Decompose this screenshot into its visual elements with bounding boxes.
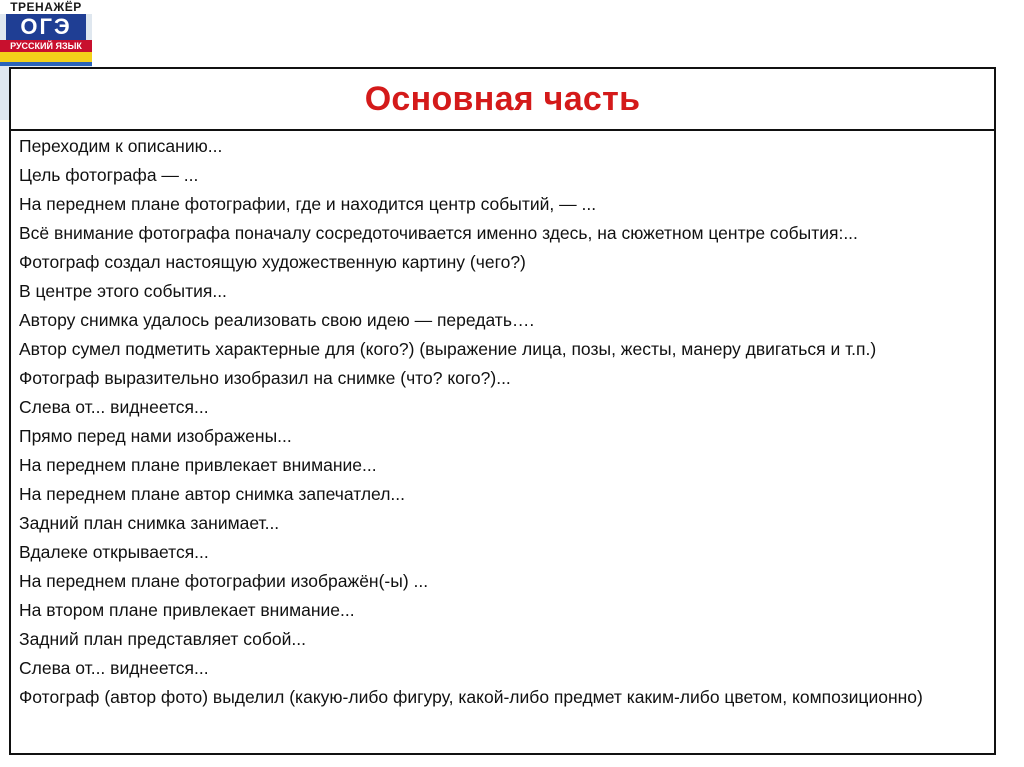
phrase-line: Задний план снимка занимает... [19,513,280,533]
phrase-line: Цель фотографа — ... [19,165,199,185]
slide-frame [9,67,996,755]
phrase-line: Вдалеке открывается... [19,542,209,562]
phrase-line: На втором плане привлекает внимание... [19,600,355,620]
phrase-line: Фотограф (автор фото) выделил (какую-либо фигуру, какой-либо предмет каким-либо цветом, композиционно) [19,687,923,707]
phrase-line: На переднем плане фотографии изображён(-ы) ... [19,571,429,591]
phrase-line: Слева от... виднеется... [19,658,209,678]
phrase-line: Автор сумел подметить характерные для (кого?) (выражение лица, позы, жесты, манеру двигаться и т.п.) [19,339,877,359]
cover-series-label: ТРЕНАЖЁР [0,0,92,14]
phrase-line: На переднем плане автор снимка запечатлел... [19,484,405,504]
phrase-line: Всё внимание фотографа поначалу сосредоточивается именно здесь, на сюжетном центре события:... [19,223,858,243]
phrase-line: Переходим к описанию... [19,136,223,156]
phrase-line: Слева от... виднеется... [19,397,209,417]
phrase-line: Фотограф выразительно изобразил на снимке (что? кого?)... [19,368,511,388]
phrase-list [11,131,994,708]
cover-subject-label: РУССКИЙ ЯЗЫК [0,40,92,52]
slide-header [11,69,994,131]
cover-exam-label: ОГЭ [6,14,86,40]
phrase-line: В центре этого события... [19,281,227,301]
phrase-line: Задний план представляет собой... [19,629,307,649]
phrase-line: Прямо перед нами изображены... [19,426,292,446]
slide-title: Основная часть [364,80,641,118]
cover-stripe [0,52,92,62]
phrase-line: На переднем плане фотографии, где и находится центр событий, — ... [19,194,597,214]
phrase-line: Автору снимка удалось реализовать свою идею — передать…. [19,310,535,330]
phrase-line: Фотограф создал настоящую художественную картину (чего?) [19,252,526,272]
phrase-line: На переднем плане привлекает внимание... [19,455,377,475]
